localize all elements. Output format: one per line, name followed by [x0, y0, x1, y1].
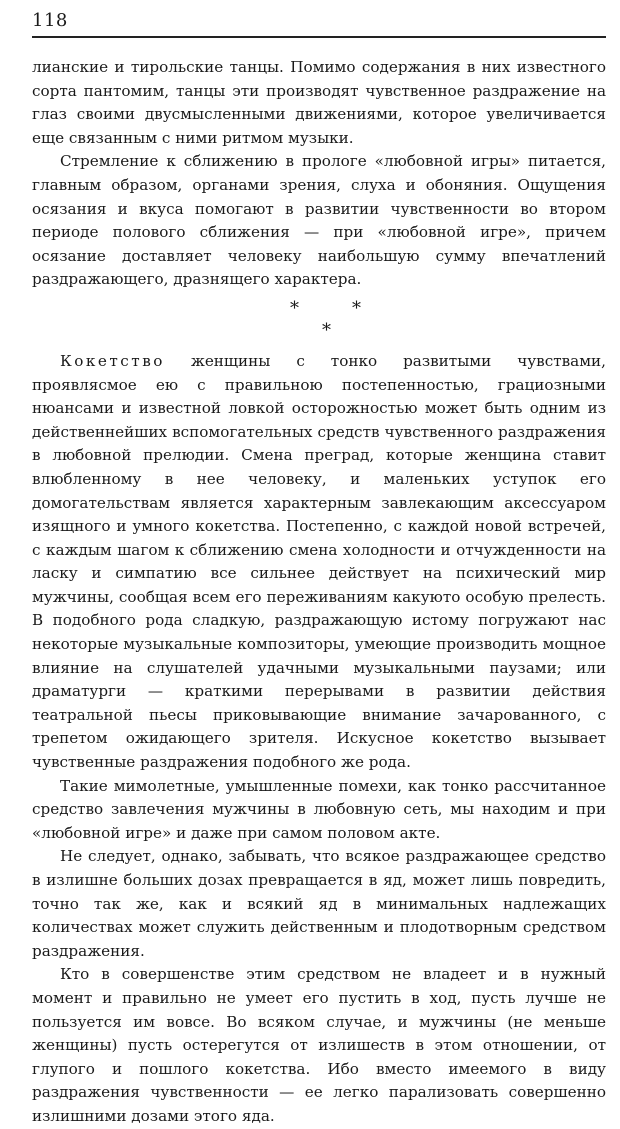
paragraph-text: женщины с тонко развитыми чувствами, проявлясмое ею с правильною постепенностью, грациозными нюансами и известной ловкой осторожностью может быть одним из действеннейших вспомогательных средств чувственного раздражения в любовной прелюдии. Смена преград, которые женщина ставит влюбленному в нее человеку, и маленьких уступок его домогательствам является характерным завлекающим аксессуаром изящного и умного кокетства. Постепенно, с каждой новой встречей, с каждым шагом к сближению смена холодности и отчужденности на ласку и симпатию все сильнее действует на психический мир мужчины, сообщая всем его переживаниям какуюто особую прелесть. В подобного рода сладкую, раздражающую истому погружают нас некоторые музыкальные композиторы, умеющие производить мощное влияние на слушателей удачными музыкальными паузами; или драматурги — краткими перерывами в развитии действия театральной пьесы приковывающие внимание зачарованного, с трепетом ожидающего зрителя. Искусное кокетство вызывает чувственные раздражения подобного же рода.	[32, 351, 606, 772]
divider-star: *	[352, 297, 361, 319]
paragraph	[32, 350, 606, 775]
book-page	[32, 8, 606, 1129]
section-divider	[32, 292, 606, 350]
divider-star: *	[322, 319, 331, 341]
page-header	[32, 8, 606, 38]
paragraph: Кто в совершенстве этим средством не владеет и в нужный момент и правильно не умеет его пустить в ход, пусть лучше не пользуется им вовсе. Во всяком случае, и мужчины (не меньше женщины) пусть остерегутся от излишеств в этом отношении, от глупого и пошлого кокетства. Ибо вместо имеемого в виду раздражения чувственности — ее легко парализовать совершенно излишними дозами этого яда.	[32, 965, 606, 1125]
divider-star: *	[290, 297, 299, 319]
page-number: 118	[32, 10, 68, 31]
paragraph: Такие мимолетные, умышленные помехи, как тонко рассчитанное средство завлечения мужчины в любовную сеть, мы находим и при «любовной игре» и даже при самом половом акте.	[32, 776, 606, 842]
paragraph: Стремление к сближению в прологе «любовной игры» питается, главным образом, органами зрения, слуха и обоняния. Ощущения осязания и вкуса помогают в развитии чувственности во втором периоде полового сближения — при «любовной игре», причем осязание доставляет человеку наибольшую сумму впечатлений раздражающего, дразнящего характера.	[32, 152, 606, 289]
spaced-lead-word: Кокетство	[60, 351, 165, 370]
header-rule	[32, 36, 606, 38]
paragraph: Не следует, однако, забывать, что всякое раздражающее средство в излишне больших дозах превращается в яд, может лишь повредить, точно так же, как и всякий яд в минимальных надлежащих количествах может служить действенным и плодотворным средством раздражения.	[32, 847, 606, 960]
paragraph-continuation: лианские и тирольские танцы. Помимо содержания в них известного сорта пантомим, танцы эти производят чувственное раздражение на глаз своими двусмысленными движениями, которое увеличивается еще связанным с ними ритмом музыки.	[32, 58, 606, 147]
body-text	[32, 56, 606, 1129]
